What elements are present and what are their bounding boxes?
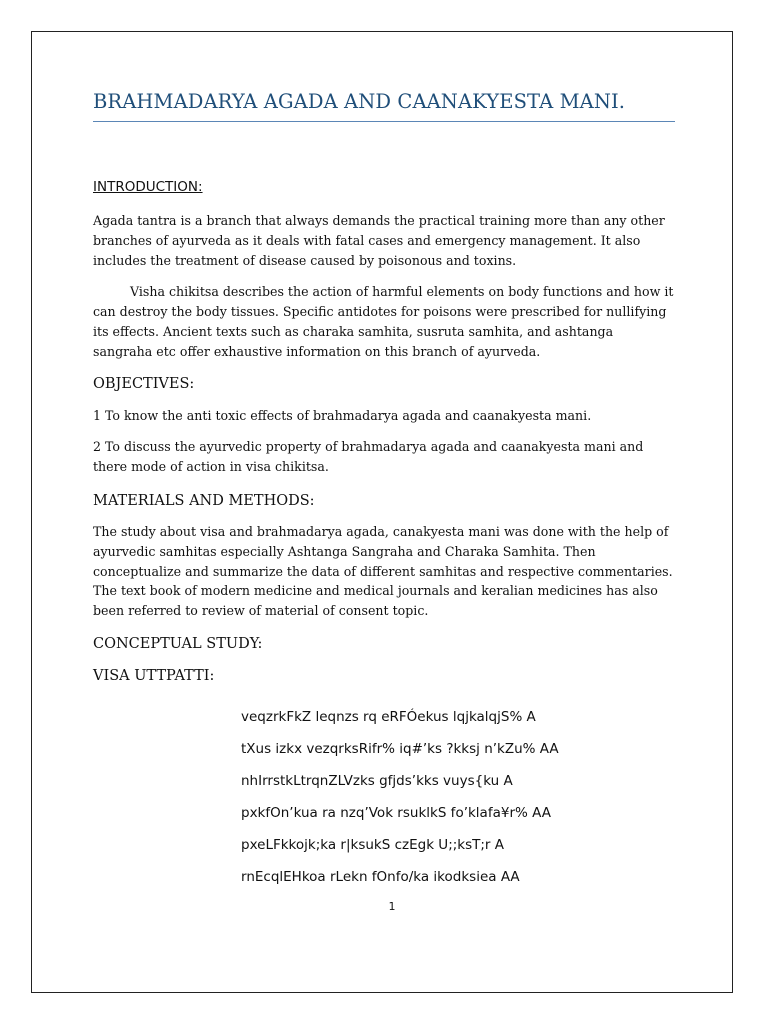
objectives-heading: OBJECTIVES: bbox=[93, 375, 195, 392]
introduction-paragraph-1: Agada tantra is a branch that always demands the practical training more than any other branches of ayurveda as it deals with fatal cases and emergency management. It also includes the treatment of disease caused by poisonous and toxins. bbox=[93, 213, 665, 268]
introduction-paragraph-2: Visha chikitsa describes the action of harmful elements on body functions and how it can destroy the body tissues. Specific antidotes for poisons were prescribed for nullifying its effects. Ancient texts such as charaka samhita, susruta samhita, and ashtanga sangraha etc offer exhaustive information on this branch of ayurveda. bbox=[93, 284, 674, 359]
visa-uttpatti-heading: VISA UTTPATTI: bbox=[93, 667, 215, 684]
document-body bbox=[93, 178, 675, 686]
title-underline bbox=[93, 121, 675, 122]
objective-item-1: 1 To know the anti toxic effects of brahmadarya agada and caanakyesta mani. bbox=[93, 407, 592, 423]
introduction-heading: INTRODUCTION: bbox=[93, 179, 203, 195]
verse-line-3: nhIrrstkLtrqnZLVzks gfjds’kks vuys{ku A bbox=[241, 773, 513, 789]
conceptual-study-heading: CONCEPTUAL STUDY: bbox=[93, 635, 263, 652]
verse-line-6: rnEcqlEHkoa rLekn fOnfo/ka ikodksiea AA bbox=[241, 869, 520, 885]
verse-block bbox=[241, 706, 559, 898]
objective-item-2: 2 To discuss the ayurvedic property of brahmadarya agada and caanakyesta mani and there mode of action in visa chikitsa. bbox=[93, 439, 644, 475]
verse-line-1: veqzrkFkZ leqnzs rq eRFÓekus lqjkalqjS% A bbox=[241, 709, 536, 725]
verse-line-4: pxkfOn’kua ra nzq’Vok rsuklkS fo’klafa¥r% AA bbox=[241, 805, 551, 821]
materials-methods-heading: MATERIALS AND METHODS: bbox=[93, 492, 315, 509]
page-number: 1 bbox=[388, 900, 396, 913]
materials-methods-paragraph: The study about visa and brahmadarya agada, canakyesta mani was done with the help of ayurvedic samhitas especially Ashtanga Sangraha and Charaka Samhita. Then conceptualize and summarize the data of different samhitas and respective commentaries. The text book of modern medicine and medical journals and keralian medicines has also been referred to review of material of consent topic. bbox=[93, 523, 673, 619]
verse-line-2: tXus izkx vezqrksRifr% iq#’ks ?kksj n’kZu% AA bbox=[241, 741, 559, 757]
document-title: BRAHMADARYA AGADA AND CAANAKYESTA MANI. bbox=[93, 90, 626, 113]
verse-line-5: pxeLFkkojk;ka r|ksukS czEgk U;;ksT;r A bbox=[241, 837, 505, 853]
